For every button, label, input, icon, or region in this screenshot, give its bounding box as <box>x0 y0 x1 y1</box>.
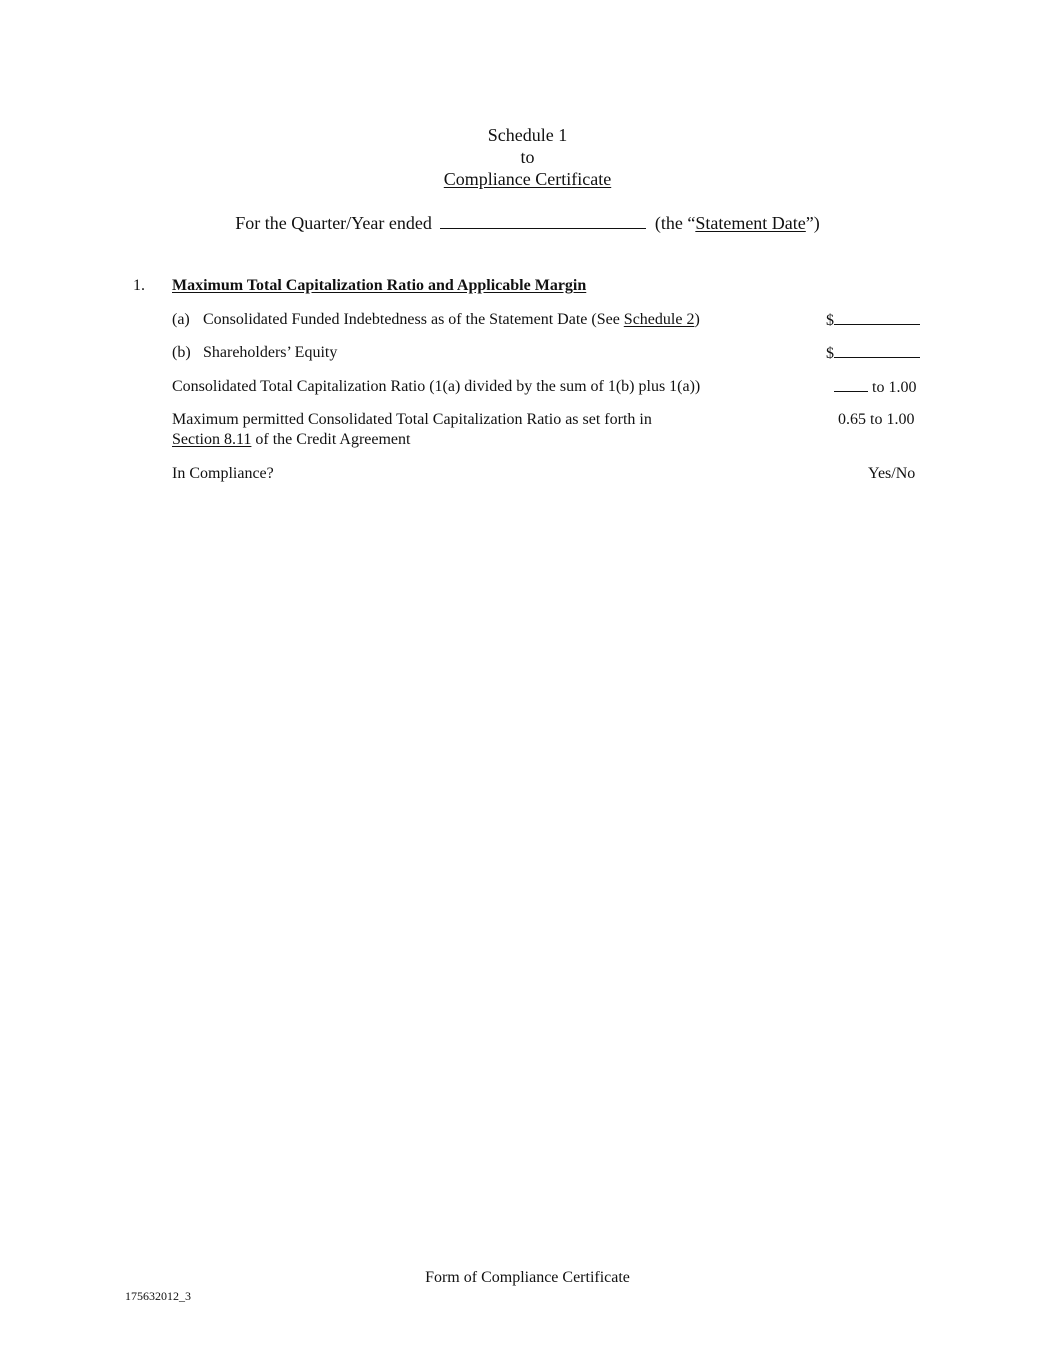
schedule-header <box>0 124 1055 190</box>
schedule-2-link[interactable]: Schedule 2 <box>623 311 695 328</box>
quarter-prefix: For the Quarter/Year ended <box>235 213 432 233</box>
ratio-blank[interactable] <box>834 377 868 392</box>
quarter-date-blank[interactable] <box>440 210 646 229</box>
ratio-suffix: to 1.00 <box>872 379 917 396</box>
row-a-currency: $ <box>826 312 834 329</box>
row-a-amount-blank[interactable] <box>834 310 920 325</box>
ratio-value <box>834 377 916 398</box>
row-b-marker: (b) <box>172 344 191 361</box>
section-title: Maximum Total Capitalization Ratio and Applicable Margin <box>172 277 587 294</box>
row-a-text: Consolidated Funded Indebtedness as of the Statement Date (See <box>203 311 624 328</box>
row-b-amount-blank[interactable] <box>834 343 920 358</box>
schedule-to: to <box>520 147 535 167</box>
section-8-11-link[interactable]: Section 8.11 <box>172 431 252 448</box>
row-b-label: Shareholders’ Equity <box>203 344 338 361</box>
document-id: 175632012_3 <box>125 1289 191 1303</box>
row-a-marker: (a) <box>172 311 190 328</box>
max-ratio-label-line2 <box>172 430 410 450</box>
statement-date-open: (the “ <box>654 213 696 233</box>
row-a-text-end: ) <box>694 311 700 328</box>
schedule-subtitle: Compliance Certificate <box>443 169 612 189</box>
statement-date-close: ”) <box>805 213 820 233</box>
footer-title: Form of Compliance Certificate <box>425 1269 630 1286</box>
max-ratio-value: 0.65 to 1.00 <box>838 411 915 428</box>
compliance-value[interactable]: Yes/No <box>868 465 916 482</box>
statement-date-term: Statement Date <box>695 213 806 233</box>
schedule-title: Schedule 1 <box>487 125 568 145</box>
ratio-label: Consolidated Total Capitalization Ratio (1(a) divided by the sum of 1(b) plus 1(a)) <box>172 378 701 395</box>
statement-date-line <box>0 210 1055 235</box>
max-ratio-label-end: of the Credit Agreement <box>251 431 411 448</box>
section-number: 1. <box>133 277 145 294</box>
compliance-label: In Compliance? <box>172 465 274 482</box>
max-ratio-label-line1: Maximum permitted Consolidated Total Capitalization Ratio as set forth in <box>172 411 652 428</box>
row-b-currency: $ <box>826 345 834 362</box>
row-a-value <box>826 310 920 331</box>
row-a-label <box>203 310 700 330</box>
row-b-value <box>826 343 920 364</box>
